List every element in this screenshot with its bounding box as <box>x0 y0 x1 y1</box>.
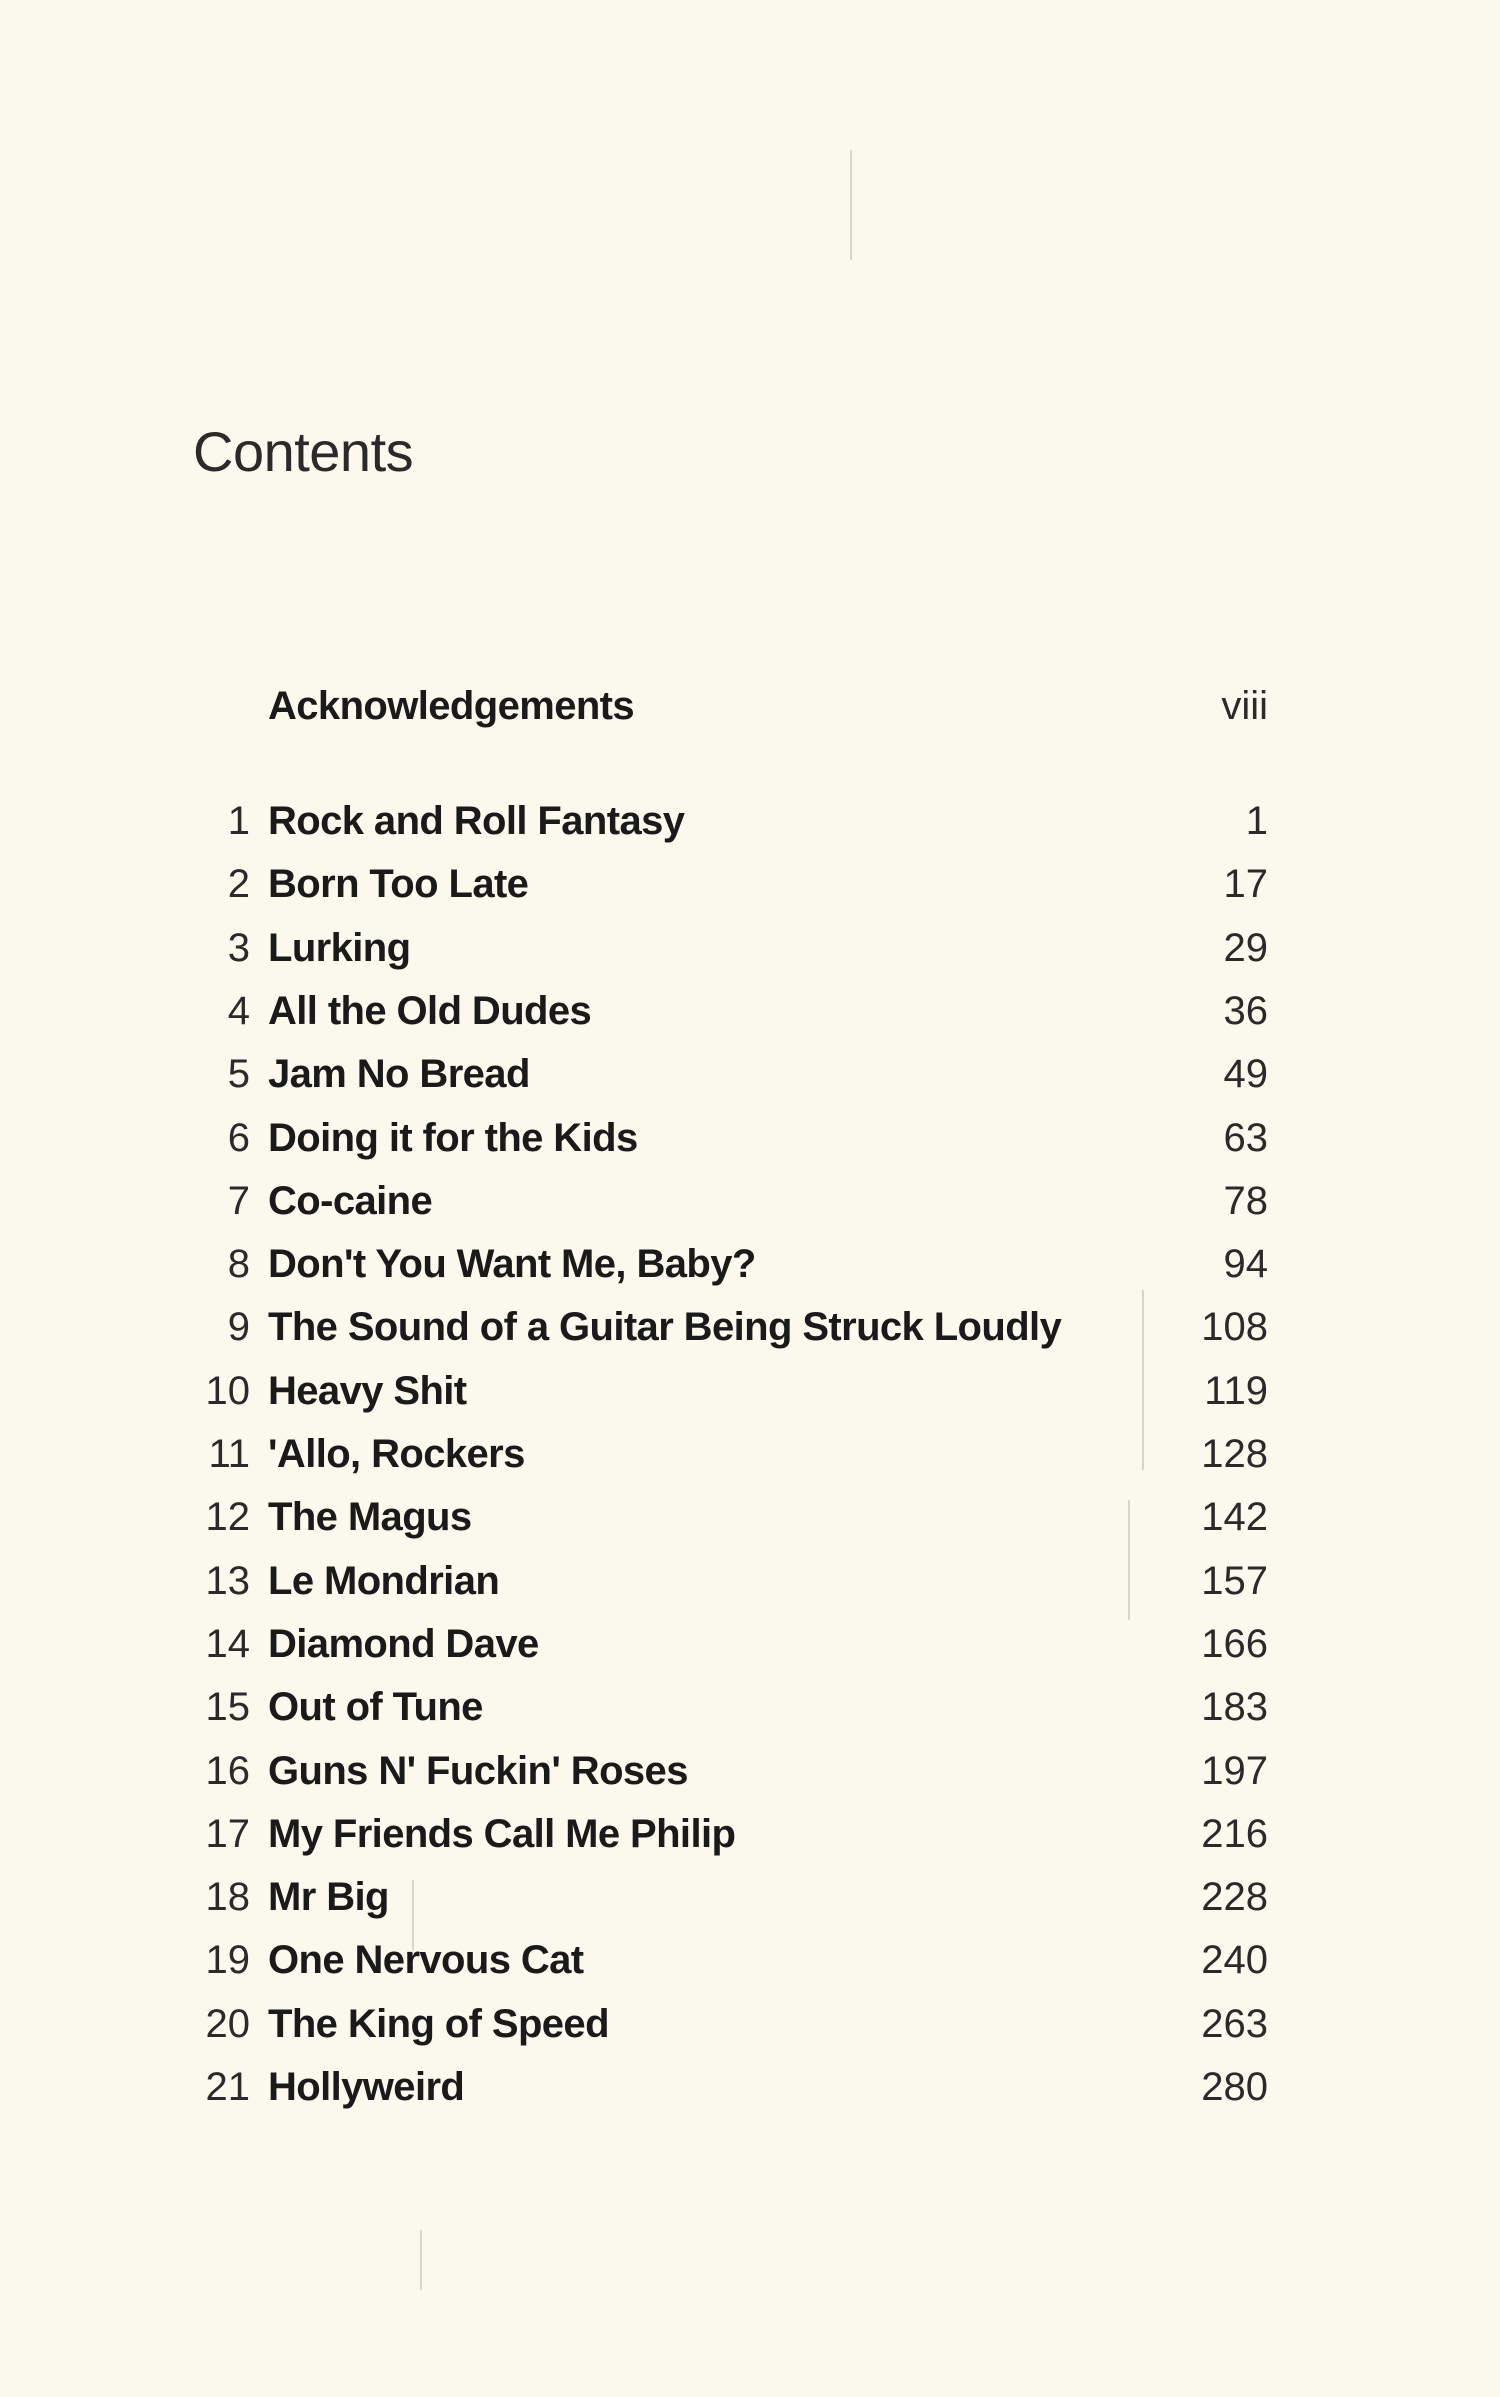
chapter-title: Le Mondrian <box>268 1559 500 1603</box>
chapter-title: 'Allo, Rockers <box>268 1432 525 1476</box>
chapter-title: Heavy Shit <box>268 1369 467 1413</box>
scan-mark <box>850 150 852 260</box>
toc-entry-chapter[interactable] <box>0 1487 1500 1547</box>
page-number: 49 <box>1223 1052 1268 1096</box>
toc-entry-chapter[interactable] <box>0 854 1500 914</box>
page-number: 280 <box>1201 2065 1268 2109</box>
chapter-number: 20 <box>205 2002 250 2046</box>
page-number: 263 <box>1201 2002 1268 2046</box>
chapter-title: One Nervous Cat <box>268 1938 584 1982</box>
page-number: 119 <box>1204 1369 1268 1413</box>
page-number: 94 <box>1223 1242 1268 1286</box>
chapter-number: 5 <box>227 1052 250 1096</box>
toc-entry-chapter[interactable] <box>0 981 1500 1041</box>
toc-entry-chapter[interactable] <box>0 791 1500 851</box>
toc-entry-acknowledgements[interactable] <box>0 676 1500 736</box>
chapter-number: 15 <box>205 1685 250 1729</box>
chapter-number: 1 <box>227 799 250 843</box>
chapter-number: 12 <box>205 1495 250 1539</box>
toc-entry-chapter[interactable] <box>0 2057 1500 2117</box>
scan-mark <box>420 2230 422 2290</box>
toc-entry-chapter[interactable] <box>0 1297 1500 1357</box>
chapter-title: My Friends Call Me Philip <box>268 1812 736 1856</box>
chapter-number: 19 <box>205 1938 250 1982</box>
page-number: 78 <box>1223 1179 1268 1223</box>
toc-entry-chapter[interactable] <box>0 1930 1500 1990</box>
chapter-number: 13 <box>205 1559 250 1603</box>
toc-entry-chapter[interactable] <box>0 1614 1500 1674</box>
toc-entry-chapter[interactable] <box>0 1424 1500 1484</box>
page-number: 183 <box>1201 1685 1268 1729</box>
chapter-title: Guns N' Fuckin' Roses <box>268 1749 688 1793</box>
chapter-title: Born Too Late <box>268 862 529 906</box>
page-title: Contents <box>193 420 414 483</box>
chapter-title: Don't You Want Me, Baby? <box>268 1242 756 1286</box>
toc-entry-chapter[interactable] <box>0 1741 1500 1801</box>
chapter-number: 2 <box>227 862 250 906</box>
chapter-number: 4 <box>227 989 250 1033</box>
toc-entry-chapter[interactable] <box>0 1234 1500 1294</box>
chapter-number: 18 <box>205 1875 250 1919</box>
chapter-number: 7 <box>227 1179 250 1223</box>
toc-entry-chapter[interactable] <box>0 1867 1500 1927</box>
chapter-number: 11 <box>208 1432 250 1476</box>
page-number: 157 <box>1201 1559 1268 1603</box>
chapter-number: 9 <box>227 1305 250 1349</box>
chapter-number: 17 <box>205 1812 250 1856</box>
page-number: 128 <box>1201 1432 1268 1476</box>
toc-entry-chapter[interactable] <box>0 1677 1500 1737</box>
page-number: 36 <box>1223 989 1268 1033</box>
chapter-number: 16 <box>205 1749 250 1793</box>
page-number: 166 <box>1201 1622 1268 1666</box>
chapter-title: Hollyweird <box>268 2065 465 2109</box>
chapter-number: 6 <box>227 1116 250 1160</box>
chapter-title: Co-caine <box>268 1179 433 1223</box>
toc-entry-chapter[interactable] <box>0 1551 1500 1611</box>
page-number: 17 <box>1223 862 1268 906</box>
chapter-title: Doing it for the Kids <box>268 1116 638 1160</box>
page-number: 29 <box>1223 926 1268 970</box>
toc-entry-chapter[interactable] <box>0 1044 1500 1104</box>
page-number: 216 <box>1201 1812 1268 1856</box>
page-number: 108 <box>1201 1305 1268 1349</box>
page-number: viii <box>1221 684 1268 728</box>
toc-entry-chapter[interactable] <box>0 1108 1500 1168</box>
chapter-title: The King of Speed <box>268 2002 609 2046</box>
chapter-title: Diamond Dave <box>268 1622 539 1666</box>
chapter-number: 3 <box>227 926 250 970</box>
chapter-title: Out of Tune <box>268 1685 483 1729</box>
chapter-number: 10 <box>205 1369 250 1413</box>
chapter-title: Rock and Roll Fantasy <box>268 799 685 843</box>
page-number: 142 <box>1201 1495 1268 1539</box>
page-number: 1 <box>1245 799 1268 843</box>
chapter-title: Lurking <box>268 926 411 970</box>
toc-entry-chapter[interactable] <box>0 918 1500 978</box>
page-number: 228 <box>1201 1875 1268 1919</box>
chapter-number: 21 <box>205 2065 250 2109</box>
page-number: 63 <box>1223 1116 1268 1160</box>
page-number: 197 <box>1201 1749 1268 1793</box>
chapter-title: The Sound of a Guitar Being Struck Loudly <box>268 1305 1062 1349</box>
chapter-title: Acknowledgements <box>268 684 635 728</box>
toc-entry-chapter[interactable] <box>0 1804 1500 1864</box>
chapter-title: Mr Big <box>268 1875 389 1919</box>
chapter-number: 8 <box>227 1242 250 1286</box>
chapter-number: 14 <box>205 1622 250 1666</box>
toc-entry-chapter[interactable] <box>0 1171 1500 1231</box>
chapter-title: All the Old Dudes <box>268 989 592 1033</box>
page-number: 240 <box>1201 1938 1268 1982</box>
chapter-title: Jam No Bread <box>268 1052 530 1096</box>
chapter-title: The Magus <box>268 1495 472 1539</box>
toc-entry-chapter[interactable] <box>0 1994 1500 2054</box>
toc-entry-chapter[interactable] <box>0 1361 1500 1421</box>
